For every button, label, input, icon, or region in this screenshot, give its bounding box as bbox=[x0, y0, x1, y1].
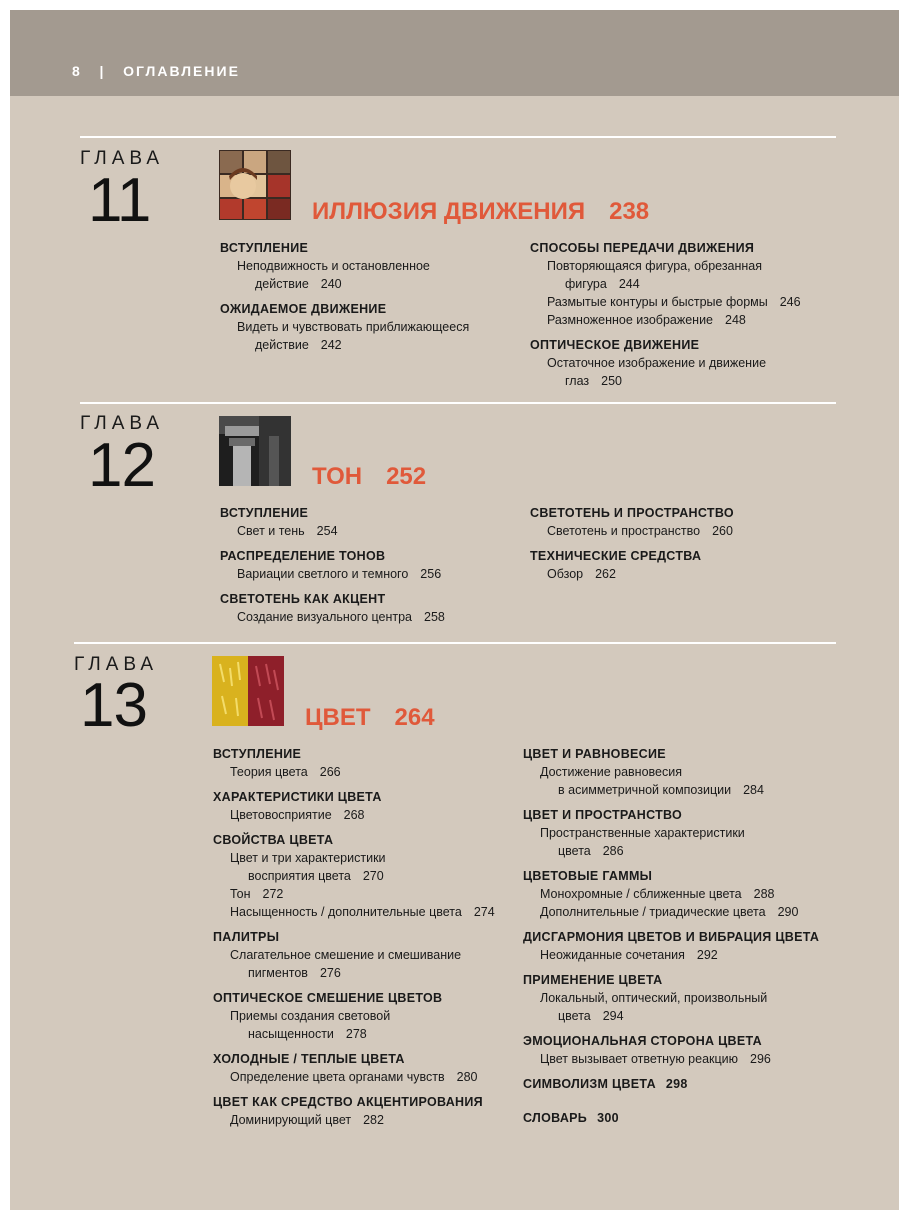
chapter-number: 11 bbox=[88, 166, 151, 235]
toc-entry-page: 270 bbox=[362, 869, 384, 883]
toc-entry-text: Насыщенность / дополнительные цвета bbox=[230, 905, 462, 919]
section-heading bbox=[523, 867, 819, 885]
section-gap bbox=[213, 1086, 495, 1093]
toc-entry-line bbox=[213, 964, 495, 982]
toc-entry-text: цвета bbox=[558, 844, 591, 858]
toc-entry-line bbox=[530, 522, 734, 540]
toc-entry-page: 282 bbox=[363, 1113, 384, 1127]
section-heading bbox=[213, 831, 495, 849]
toc-entry-line bbox=[523, 763, 819, 781]
toc-entry-line bbox=[530, 275, 801, 293]
toc-entry-text: действие bbox=[255, 277, 309, 291]
section-title: СВЕТОТЕНЬ И ПРОСТРАНСТВО bbox=[530, 506, 734, 520]
chapter-title-text: ЦВЕТ bbox=[305, 704, 371, 731]
toc-entry-text: Видеть и чувствовать приближающееся bbox=[237, 320, 470, 334]
section-heading bbox=[523, 928, 819, 946]
toc-entry-line bbox=[213, 806, 495, 824]
section-page: 298 bbox=[665, 1077, 688, 1091]
chapter-11-left-col bbox=[220, 239, 469, 354]
toc-entry-page: 244 bbox=[618, 277, 640, 291]
section-heading bbox=[523, 806, 819, 824]
toc-entry-text: Размноженное изображение bbox=[547, 313, 714, 327]
section-page: 300 bbox=[597, 1111, 619, 1125]
section-title: ДИСГАРМОНИЯ ЦВЕТОВ И ВИБРАЦИЯ ЦВЕТА bbox=[523, 930, 820, 944]
section-title: ОПТИЧЕСКОЕ ДВИЖЕНИЕ bbox=[530, 338, 700, 352]
section-heading bbox=[523, 1032, 819, 1050]
toc-entry-text: Обзор bbox=[547, 567, 584, 581]
section-title: ОЖИДАЕМОЕ ДВИЖЕНИЕ bbox=[220, 302, 387, 316]
section-heading bbox=[213, 788, 495, 806]
toc-entry-text: действие bbox=[255, 338, 309, 352]
chapter-11-right-col bbox=[530, 239, 801, 390]
chapter-label: ГЛАВА bbox=[74, 654, 159, 675]
chapter-13-rule bbox=[74, 642, 836, 644]
section-heading bbox=[220, 239, 469, 257]
chapter-13-right-col bbox=[523, 745, 819, 1127]
section-heading bbox=[523, 745, 819, 763]
section-title: ОПТИЧЕСКОЕ СМЕШЕНИЕ ЦВЕТОВ bbox=[213, 991, 443, 1005]
section-gap bbox=[530, 329, 801, 336]
toc-entry-line bbox=[213, 1068, 495, 1086]
section-heading bbox=[213, 989, 495, 1007]
toc-entry-line bbox=[213, 946, 495, 964]
toc-entry-page: 268 bbox=[343, 808, 365, 822]
toc-entry-line bbox=[220, 608, 445, 626]
toc-entry-line bbox=[220, 275, 469, 293]
toc-entry-page: 296 bbox=[750, 1052, 771, 1066]
toc-entry-line bbox=[530, 257, 801, 275]
chapter-13-thumbnail bbox=[212, 656, 284, 726]
toc-entry-text: Приемы создания световой bbox=[230, 1009, 391, 1023]
toc-entry-line bbox=[530, 565, 734, 583]
section-title: СЛОВАРЬ bbox=[523, 1111, 588, 1125]
toc-entry-line bbox=[220, 336, 469, 354]
page-header bbox=[10, 10, 899, 96]
section-heading bbox=[220, 590, 445, 608]
chapter-number: 13 bbox=[80, 671, 147, 740]
toc-entry-text: Остаточное изображение и движение bbox=[547, 356, 767, 370]
toc-entry-text: глаз bbox=[565, 374, 590, 388]
section-heading bbox=[523, 1075, 819, 1093]
section-gap bbox=[213, 824, 495, 831]
section-title: ЦВЕТ И РАВНОВЕСИЕ bbox=[523, 747, 666, 761]
section-gap bbox=[530, 540, 734, 547]
section-title: СВЕТОТЕНЬ КАК АКЦЕНТ bbox=[220, 592, 386, 606]
toc-entry-text: Размытые контуры и быстрые формы bbox=[547, 295, 768, 309]
toc-entry-page: 276 bbox=[319, 966, 341, 980]
toc-entry-page: 260 bbox=[712, 524, 733, 538]
toc-entry-page: 248 bbox=[725, 313, 746, 327]
section-gap bbox=[213, 1043, 495, 1050]
chapter-11-thumbnail bbox=[219, 150, 291, 220]
chapter-label: ГЛАВА bbox=[80, 148, 165, 169]
section-title: ПРИМЕНЕНИЕ ЦВЕТА bbox=[523, 973, 663, 987]
toc-entry-page: 266 bbox=[319, 765, 341, 779]
section-gap bbox=[523, 964, 819, 971]
toc-entry-line bbox=[220, 257, 469, 275]
toc-entry-line bbox=[523, 903, 819, 921]
toc-entry-line bbox=[523, 824, 819, 842]
chapter-title bbox=[312, 198, 649, 226]
section-heading bbox=[213, 928, 495, 946]
chapter-page: 264 bbox=[394, 704, 435, 731]
chapter-title-text: ИЛЛЮЗИЯ ДВИЖЕНИЯ bbox=[312, 198, 586, 225]
toc-entry-page: 262 bbox=[595, 567, 616, 581]
toc-entry-text: Цветовосприятие bbox=[230, 808, 332, 822]
section-heading bbox=[530, 336, 801, 354]
toc-entry-line bbox=[213, 903, 495, 921]
toc-entry-page: 240 bbox=[320, 277, 342, 291]
toc-entry-page: 284 bbox=[743, 783, 764, 797]
toc-entry-line bbox=[213, 1007, 495, 1025]
toc-entry-page: 254 bbox=[316, 524, 338, 538]
section-title: ПАЛИТРЫ bbox=[213, 930, 280, 944]
section-heading bbox=[213, 1093, 495, 1111]
toc-entry-text: Тон bbox=[230, 887, 251, 901]
toc-entry-page: 272 bbox=[262, 887, 284, 901]
toc-entry-line bbox=[213, 763, 495, 781]
toc-entry-page: 258 bbox=[424, 610, 445, 624]
section-gap bbox=[523, 799, 819, 806]
toc-entry-line bbox=[523, 1007, 819, 1025]
toc-entry-text: Дополнительные / триадические цвета bbox=[540, 905, 766, 919]
chapter-page: 238 bbox=[609, 198, 650, 225]
toc-entry-page: 286 bbox=[602, 844, 624, 858]
toc-entry-text: фигура bbox=[565, 277, 607, 291]
section-gap bbox=[213, 982, 495, 989]
section-heading bbox=[523, 1109, 819, 1127]
chapter-title bbox=[312, 463, 426, 491]
toc-entry-text: Повторяющаяся фигура, обрезанная bbox=[547, 259, 763, 273]
chapter-title bbox=[305, 704, 435, 732]
page-number: 8 bbox=[72, 63, 82, 79]
toc-entry-page: 294 bbox=[602, 1009, 624, 1023]
toc-entry-page: 256 bbox=[420, 567, 442, 581]
section-heading bbox=[220, 547, 445, 565]
section-heading bbox=[220, 300, 469, 318]
chapter-page: 252 bbox=[386, 463, 427, 490]
header-separator: | bbox=[99, 63, 106, 79]
toc-entry-page: 288 bbox=[753, 887, 775, 901]
toc-entry-text: Вариации светлого и темного bbox=[237, 567, 409, 581]
section-title: ЭМОЦИОНАЛЬНАЯ СТОРОНА ЦВЕТА bbox=[523, 1034, 762, 1048]
chapter-12-thumbnail bbox=[219, 416, 291, 486]
toc-entry-line bbox=[220, 522, 445, 540]
toc-entry-page: 292 bbox=[696, 948, 718, 962]
toc-entry-line bbox=[523, 781, 819, 799]
toc-entry-text: цвета bbox=[558, 1009, 591, 1023]
section-gap bbox=[523, 921, 819, 928]
section-gap bbox=[523, 1093, 819, 1109]
section-heading bbox=[530, 547, 734, 565]
toc-entry-page: 242 bbox=[320, 338, 342, 352]
toc-entry-text: насыщенности bbox=[248, 1027, 334, 1041]
section-title: ЦВЕТОВЫЕ ГАММЫ bbox=[523, 869, 653, 883]
section-gap bbox=[523, 860, 819, 867]
toc-entry-text: Цвет и три характеристики bbox=[230, 851, 386, 865]
toc-entry-page: 290 bbox=[777, 905, 799, 919]
section-gap bbox=[213, 921, 495, 928]
toc-entry-line bbox=[523, 842, 819, 860]
toc-entry-page: 280 bbox=[456, 1070, 478, 1084]
chapter-number: 12 bbox=[88, 431, 155, 500]
section-title: ЦВЕТ И ПРОСТРАНСТВО bbox=[523, 808, 683, 822]
section-title: ХАРАКТЕРИСТИКИ ЦВЕТА bbox=[213, 790, 382, 804]
toc-entry-line bbox=[213, 867, 495, 885]
section-title: СВОЙСТВА ЦВЕТА bbox=[213, 833, 334, 847]
chapter-12-right-col bbox=[530, 504, 734, 583]
toc-entry-text: Теория цвета bbox=[230, 765, 308, 779]
section-gap bbox=[220, 583, 445, 590]
toc-entry-text: Цвет вызывает ответную реакцию bbox=[540, 1052, 739, 1066]
toc-entry-page: 246 bbox=[779, 295, 801, 309]
toc-entry-line bbox=[530, 311, 801, 329]
toc-entry-line bbox=[530, 293, 801, 311]
toc-entry-line bbox=[213, 849, 495, 867]
section-gap bbox=[523, 1025, 819, 1032]
toc-entry-text: Достижение равновесия bbox=[540, 765, 682, 779]
toc-entry-line bbox=[213, 1025, 495, 1043]
toc-entry-page: 274 bbox=[473, 905, 495, 919]
toc-entry-text: Локальный, оптический, произвольный bbox=[540, 991, 768, 1005]
section-heading bbox=[220, 504, 445, 522]
section-gap bbox=[220, 540, 445, 547]
section-title: ВСТУПЛЕНИЕ bbox=[220, 506, 309, 520]
toc-entry-text: Слагательное смешение и смешивание bbox=[230, 948, 462, 962]
header-title: ОГЛАВЛЕНИЕ bbox=[123, 63, 240, 79]
toc-entry-text: Монохромные / сближенные цвета bbox=[540, 887, 742, 901]
toc-entry-page: 250 bbox=[601, 374, 622, 388]
toc-entry-text: Светотень и пространство bbox=[547, 524, 701, 538]
chapter-11-rule bbox=[80, 136, 836, 138]
section-title: РАСПРЕДЕЛЕНИЕ ТОНОВ bbox=[220, 549, 386, 563]
toc-entry-text: Создание визуального центра bbox=[237, 610, 412, 624]
section-title: ВСТУПЛЕНИЕ bbox=[220, 241, 309, 255]
section-gap bbox=[220, 293, 469, 300]
toc-entry-line bbox=[530, 354, 801, 372]
toc-entry-line bbox=[523, 885, 819, 903]
toc-entry-line bbox=[530, 372, 801, 390]
chapter-13-left-col bbox=[213, 745, 495, 1129]
toc-entry-text: Свет и тень bbox=[237, 524, 305, 538]
chapter-12-left-col bbox=[220, 504, 445, 626]
toc-entry-text: пигментов bbox=[248, 966, 308, 980]
section-title: СПОСОБЫ ПЕРЕДАЧИ ДВИЖЕНИЯ bbox=[530, 241, 755, 255]
section-heading bbox=[530, 239, 801, 257]
section-heading bbox=[213, 745, 495, 763]
toc-entry-text: в асимметричной композиции bbox=[558, 783, 732, 797]
section-title: СИМВОЛИЗМ ЦВЕТА bbox=[523, 1077, 656, 1091]
section-heading bbox=[523, 971, 819, 989]
section-title: ТЕХНИЧЕСКИЕ СРЕДСТВА bbox=[530, 549, 702, 563]
toc-entry-line bbox=[213, 1111, 495, 1129]
toc-entry-text: Пространственные характеристики bbox=[540, 826, 745, 840]
section-title: ЦВЕТ КАК СРЕДСТВО АКЦЕНТИРОВАНИЯ bbox=[213, 1095, 483, 1109]
toc-entry-line bbox=[220, 565, 445, 583]
section-title: ХОЛОДНЫЕ / ТЕПЛЫЕ ЦВЕТА bbox=[213, 1052, 405, 1066]
toc-entry-text: восприятия цвета bbox=[248, 869, 351, 883]
toc-entry-line bbox=[213, 885, 495, 903]
section-title: ВСТУПЛЕНИЕ bbox=[213, 747, 302, 761]
toc-entry-text: Определение цвета органами чувств bbox=[230, 1070, 445, 1084]
toc-entry-text: Неподвижность и остановленное bbox=[237, 259, 430, 273]
toc-page bbox=[10, 10, 899, 1210]
toc-entry-line bbox=[220, 318, 469, 336]
toc-entry-text: Неожиданные сочетания bbox=[540, 948, 685, 962]
section-gap bbox=[213, 781, 495, 788]
chapter-title-text: ТОН bbox=[312, 463, 363, 490]
chapter-12-rule bbox=[80, 402, 836, 404]
toc-entry-line bbox=[523, 946, 819, 964]
section-gap bbox=[523, 1068, 819, 1075]
toc-entry-line bbox=[523, 989, 819, 1007]
toc-entry-text: Доминирующий цвет bbox=[230, 1113, 352, 1127]
section-heading bbox=[213, 1050, 495, 1068]
chapter-label: ГЛАВА bbox=[80, 413, 165, 434]
section-heading bbox=[530, 504, 734, 522]
toc-entry-page: 278 bbox=[345, 1027, 367, 1041]
toc-entry-line bbox=[523, 1050, 819, 1068]
